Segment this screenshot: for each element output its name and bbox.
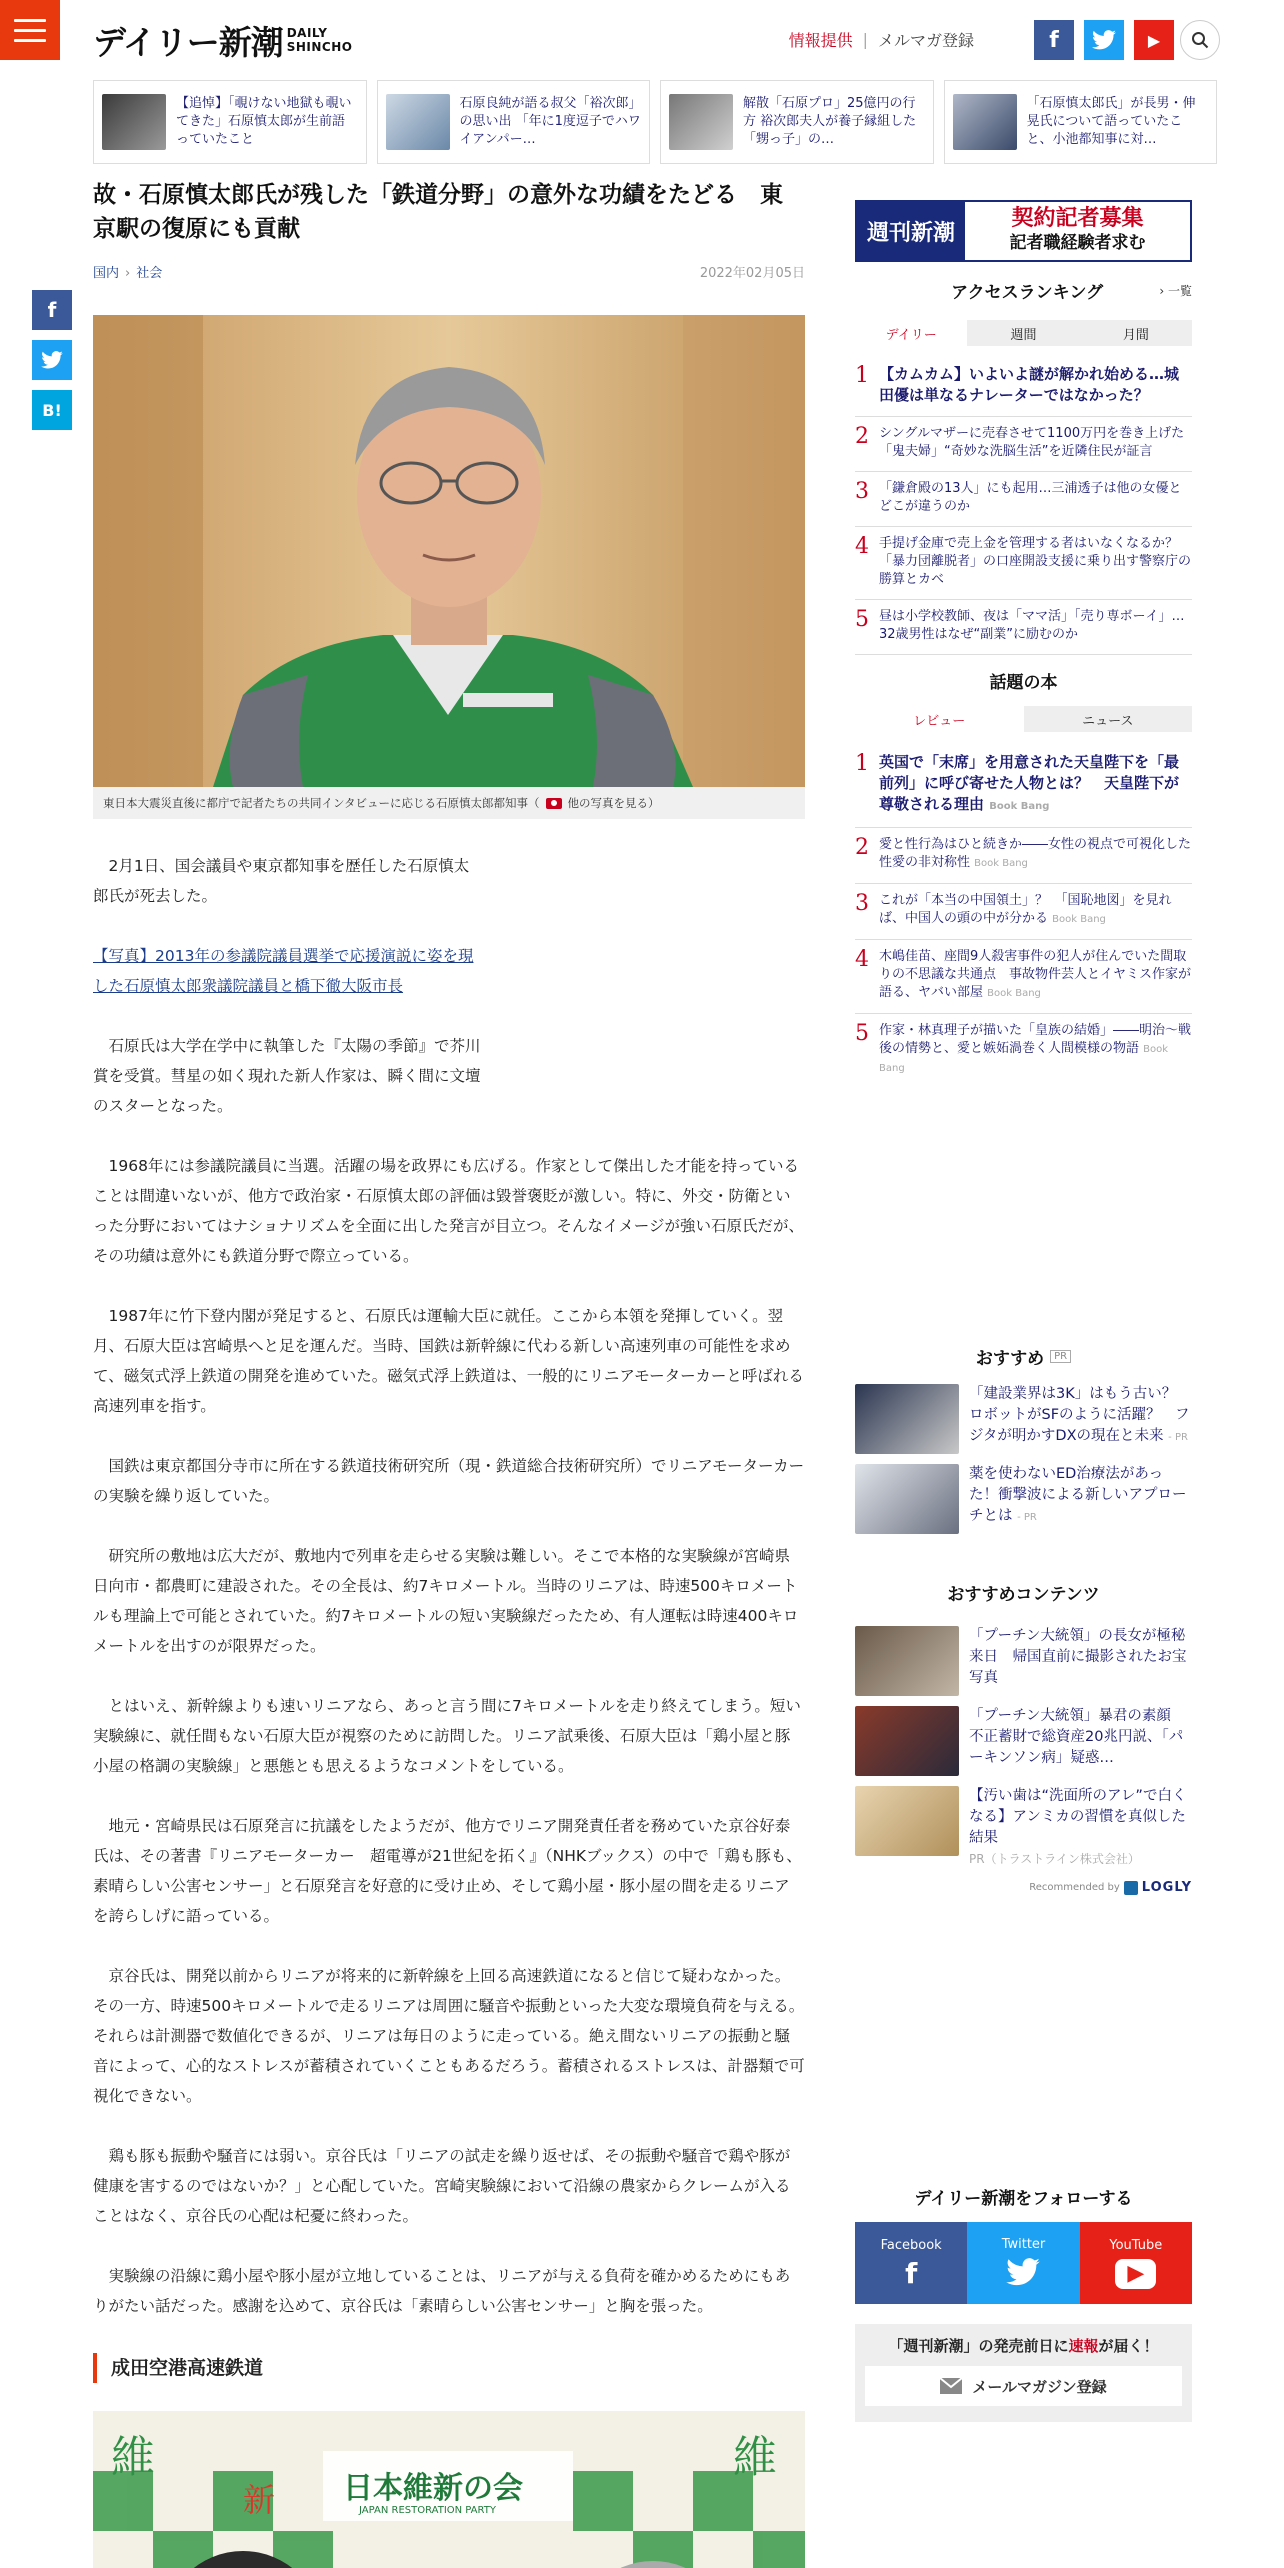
thumbnail <box>669 94 733 150</box>
paragraph: 地元・宮崎県民は石原発言に抗議をしたようだが、他方でリニア開発責任者を務めていた京谷好泰氏は、その著書『リニアモーターカー 超電導が21世紀を拓く』（NHKブックス）の中で「鶏も豚も、素晴らしい公害センサー」と石原発言を好意的に受け止め、そして鶏小屋・豚小屋の間を走るリニアを誇らしげに語っている。 <box>93 1817 802 1925</box>
newsletter-link[interactable]: メルマガ登録 <box>877 31 974 50</box>
tab-monthly[interactable]: 月間 <box>1080 320 1192 346</box>
newsletter-text: 「週刊新潮」の発売前日に速報が届く！ <box>888 2337 1159 2355</box>
header-social <box>1034 20 1174 60</box>
paragraph: 1968年には参議院議員に当選。活躍の場を政界にも広げる。作家として傑出した才能を持っていることは間違いないが、他方で政治家・石原慎太郎の評価は毀誉褒貶が激しい。特に、外交・防衛といった分野においてはナショナリズムを全面に出した発言が目立つ。そんなイメージが強い石原氏だが、その功績は意外にも鉄道分野で際立っている。 <box>93 1157 804 1265</box>
rank-title: シングルマザーに売春させて1100万円を巻き上げた「鬼夫婦」“奇妙な洗脳生活”を近隣住民が証言 <box>879 426 1185 459</box>
logo-english: DAILY SHINCHO <box>286 26 353 54</box>
follow-twitter[interactable]: Twitter <box>967 2222 1079 2304</box>
camera-icon <box>546 798 562 809</box>
twitter-icon <box>1006 2258 1040 2290</box>
related-article[interactable] <box>377 80 651 164</box>
rank-number: 1 <box>855 751 869 776</box>
header-links <box>789 28 974 51</box>
tab-daily[interactable]: デイリー <box>855 320 967 346</box>
related-article[interactable] <box>944 80 1218 164</box>
ad-banner[interactable] <box>855 200 1192 262</box>
twitter-share-icon[interactable] <box>32 340 72 380</box>
ad-copy: 契約記者募集 記者職経験者求む <box>1009 206 1146 253</box>
related-articles-strip <box>93 80 1217 164</box>
ad-magazine: 週刊新潮 <box>857 202 965 260</box>
ranking-item[interactable] <box>855 417 1192 472</box>
books-list <box>855 744 1192 1088</box>
content-item[interactable] <box>855 1626 1192 1706</box>
book-item[interactable] <box>855 744 1192 828</box>
ranking-item[interactable] <box>855 527 1192 600</box>
book-item[interactable] <box>855 940 1192 1014</box>
paragraph: とはいえ、新幹線よりも速いリニアなら、あっと言う間に7キロメートルを走り終えてしまう。短い実験線に、就任間もない石原大臣が視察のために訪問した。リニア試乗後、石原大臣は「鶏小屋と豚小屋の格調の実験線」と悪態とも思えるようなコメントをしている。 <box>93 1697 801 1775</box>
content-title: おすすめコンテンツ <box>947 1585 1100 1605</box>
photo-link[interactable]: 【写真】2013年の参議院議員選挙で応援演説に姿を現した石原慎太郎衆議院議員と橋下徹大阪市長 <box>93 947 474 995</box>
recommend-text: 「建設業界は3K」はもう古い？ ロボットがSFのように活躍？ フジタが明かすDXの現在と未来 - PR <box>969 1386 1190 1444</box>
follow-title: デイリー新潮をフォローする <box>914 2189 1133 2209</box>
paragraph: 実験線の沿線に鶏小屋や豚小屋が立地していることは、リニアが与える負荷を確かめるためにもありがたい話だった。感謝を込めて、京谷氏は「素晴らしい公害センサー」と胸を張った。 <box>93 2267 791 2315</box>
rank-number: 1 <box>855 363 869 388</box>
youtube-icon: ▶ <box>1115 2259 1156 2289</box>
recommend-item[interactable] <box>855 1464 1192 1544</box>
recommend-header <box>855 1344 1192 1369</box>
follow-facebook[interactable]: Facebook f <box>855 2222 967 2304</box>
follow-youtube[interactable]: YouTube ▶ <box>1080 2222 1192 2304</box>
party-logo-sub: JAPAN RESTORATION PARTY <box>359 2505 496 2516</box>
rank-title: 手提げ金庫で売上金を管理する者はいなくなるか？ 「暴力団離脱者」の口座開設支援に乗り出す警察庁の勝算とカベ <box>879 536 1192 587</box>
thumbnail <box>855 1626 959 1696</box>
recommend-item[interactable] <box>855 1384 1192 1464</box>
pr-badge: PR <box>1050 1350 1071 1363</box>
related-article[interactable] <box>93 80 367 164</box>
rank-number: 3 <box>855 479 869 504</box>
ranking-list <box>855 356 1198 655</box>
ranking-more-link[interactable]: › 一覧 <box>1159 284 1192 298</box>
envelope-icon <box>940 2378 962 2394</box>
rank-number: 5 <box>855 607 869 632</box>
ranking-header <box>855 278 1192 303</box>
logly-icon <box>1124 1881 1138 1895</box>
article-body <box>93 851 805 2568</box>
backdrop-char: 維 <box>111 2432 155 2483</box>
site-logo[interactable] <box>93 20 352 60</box>
follow-buttons <box>855 2222 1192 2304</box>
info-link[interactable]: 情報提供 <box>788 31 853 50</box>
book-item[interactable] <box>855 828 1192 884</box>
paragraph: 京谷氏は、開発以前からリニアが将来的に新幹線を上回る高速鉄道になると信じて疑わなかった。その一方、時速500キロメートルで走るリニアは周囲に騒音や振動といった大変な環境負荷を与える。それらは計測器で数値化できるが、リニアは毎日のように走っている。絶え間ないリニアの振動と騒音によって、心的なストレスが蓄積されていくこともあるだろう。蓄積されるストレスは、計器類で可視化できない。 <box>93 1967 805 2105</box>
recommend-text: 薬を使わないED治療法があった！衝撃波による新しいアプローチとは - PR <box>969 1466 1187 1524</box>
hatena-bookmark-icon[interactable]: B! <box>32 390 72 430</box>
book-title: 英国で「末席」を用意された天皇陛下を「最前列」に呼び寄せた人物とは？ 天皇陛下が尊敬される理由 Book Bang <box>879 753 1180 813</box>
book-title: 愛と性行為はひと続きか――女性の視点で可視化した性愛の非対称性 Book Bang <box>879 837 1192 870</box>
paragraph: 研究所の敷地は広大だが、敷地内で列車を走らせる実験は難しい。そこで本格的な実験線が宮崎県日向市・都農町に建設された。その全長は、約7キロメートル。当時のリニアは、時速500キロメートルも理論上で可能とされていた。約7キロメートルの短い実験線だったため、有人運転は時速400キロメートルを出すのが限界だった。 <box>93 1547 799 1655</box>
chevron-right-icon: › <box>1159 284 1165 298</box>
tab-review[interactable]: レビュー <box>855 706 1024 732</box>
book-title: これが「本当の中国領土」？ 「国恥地図」を見れば、中国人の頭の中が分かる Book Bang <box>879 893 1172 926</box>
thumbnail <box>953 94 1017 150</box>
book-item[interactable] <box>855 1014 1192 1088</box>
paragraph: 国鉄は東京都国分寺市に所在する鉄道技術研究所（現・鉄道総合技術研究所）でリニアモーターカーの実験を繰り返していた。 <box>93 1457 805 1505</box>
share-buttons <box>32 290 72 430</box>
tab-news[interactable]: ニュース <box>1024 706 1193 732</box>
youtube-icon[interactable]: ▶ <box>1134 20 1174 60</box>
ranking-title: アクセスランキング <box>951 283 1104 303</box>
rank-number: 4 <box>855 534 869 559</box>
thumbnail <box>386 94 450 150</box>
recommended-by: Recommended by LOGLY <box>1029 1880 1192 1895</box>
content-text: 「プーチン大統領」暴君の素顔 不正蓄財で総資産20兆円説、「パーキンソン病」疑惑… <box>969 1708 1186 1766</box>
newsletter-box <box>855 2324 1192 2422</box>
rank-number: 3 <box>855 891 869 916</box>
ranking-item[interactable] <box>855 356 1192 417</box>
article-photo-2[interactable] <box>93 2411 805 2568</box>
content-text: 【汚い歯は“洗面所のアレ”で白くなる】アンミカの習慣を真似した結果 PR（トラストライン株式会社） <box>969 1788 1187 1866</box>
ranking-item[interactable] <box>855 472 1192 527</box>
rank-number: 4 <box>855 947 869 972</box>
rank-number: 5 <box>855 1021 869 1046</box>
book-title: 木嶋佳苗、座間9人殺害事件の犯人が住んでいた間取りの不思議な共通点 事故物件芸人とイヤミス作家が語る、ヤバい部屋 Book Bang <box>879 949 1192 1000</box>
related-article-title: 解散「石原プロ」25億円の行方 裕次郎夫人が養子縁組した「甥っ子」の… <box>743 96 917 147</box>
thumbnail <box>102 94 166 150</box>
backdrop-char: 新 <box>243 2481 276 2519</box>
related-article-title: 石原良純が語る叔父「裕次郎」の思い出 「年に1度逗子でハワイアンパー… <box>459 96 641 147</box>
rank-number: 2 <box>855 424 869 449</box>
content-item[interactable] <box>855 1786 1192 1880</box>
rank-title: 「鎌倉殿の13人」にも起用…三浦透子は他の女優とどこが違うのか <box>879 481 1182 514</box>
logo-text: デイリー新潮 <box>93 22 283 62</box>
paragraph: 1987年に竹下登内閣が発足すると、石原氏は運輸大臣に就任。ここから本領を発揮していく。翌月、石原大臣は宮崎県へと足を運んだ。当時、国鉄は新幹線に代わる新しい高速列車の可能性を求めて、磁気式浮上鉄道の開発を進めていた。磁気式浮上鉄道は、一般的にリニアモーターカーと呼ばれる高速列車を指す。 <box>93 1307 804 1415</box>
paragraph: 石原氏は大学在学中に執筆した『太陽の季節』で芥川賞を受賞。彗星の如く現れた新人作家は、瞬く間に文壇のスターとなった。 <box>93 1037 481 1115</box>
books-title: 話題の本 <box>989 673 1058 693</box>
separator: | <box>862 30 868 49</box>
content-text: 「プーチン大統領」の長女が極秘来日 帰国直前に撮影されたお宝写真 <box>969 1628 1187 1686</box>
thumbnail <box>855 1706 959 1776</box>
article-title: 故・石原慎太郎氏が残した「鉄道分野」の意外な功績をたどる 東京駅の復原にも貢献 <box>93 182 783 242</box>
ranking-tabs <box>855 320 1192 346</box>
category-link[interactable]: 国内 <box>93 266 120 281</box>
thumbnail <box>855 1464 959 1534</box>
backdrop-char: 維 <box>733 2432 777 2483</box>
article-date: 2022年02月05日 <box>699 266 805 281</box>
article-meta <box>93 262 805 281</box>
newsletter-button[interactable]: メールマガジン登録 <box>865 2366 1182 2406</box>
subcategory-link[interactable]: 社会 <box>136 266 163 281</box>
rank-title: 昼は小学校教師、夜は「ママ活」「売り専ボーイ」… 32歳男性はなぜ“副業”に励むのか <box>879 609 1198 642</box>
photo-caption: 東日本大震災直後に都庁で記者たちの共同インタビューに応じる石原慎太郎都知事（ 他の写真を見る） <box>93 787 805 819</box>
thumbnail <box>855 1384 959 1454</box>
recommend-title: おすすめ <box>975 1349 1045 1369</box>
book-item[interactable] <box>855 884 1192 940</box>
search-icon[interactable] <box>1180 20 1220 60</box>
paragraph: 2月1日、国会議員や東京都知事を歴任した石原慎太郎氏が死去した。 <box>93 857 470 905</box>
thumbnail <box>855 1786 959 1856</box>
section-heading: 成田空港高速鉄道 <box>93 2353 805 2383</box>
rank-number: 2 <box>855 835 869 860</box>
books-tabs <box>855 706 1192 732</box>
book-title: 作家・林真理子が描いた「皇族の結婚」――明治～戦後の情勢と、愛と嫉妬渦巻く人間模様の物語 Book Bang <box>879 1023 1192 1074</box>
breadcrumb <box>93 262 162 281</box>
menu-button[interactable] <box>0 0 60 60</box>
facebook-icon: f <box>905 2256 918 2290</box>
facebook-share-icon[interactable]: f <box>32 290 72 330</box>
facebook-icon[interactable]: f <box>1034 20 1074 60</box>
more-photos-link[interactable]: 他の写真を見る） <box>567 796 660 810</box>
article <box>93 178 805 2568</box>
paragraph: 鶏も豚も振動や騒音には弱い。京谷氏は「リニアの試走を繰り返せば、その振動や騒音で鶏や豚が健康を害するのではないか？」と心配していた。宮崎実験線において沿線の農家からクレームが入ることはなく、京谷氏の心配は杞憂に終わった。 <box>93 2147 791 2225</box>
content-list <box>855 1626 1192 1895</box>
recommend-list <box>855 1384 1192 1544</box>
chevron-right-icon: › <box>125 266 131 281</box>
hero-photo[interactable] <box>93 315 805 787</box>
rank-title: 【カムカム】いよいよ謎が解かれ始める…城田優は単なるナレーターではなかった？ <box>879 365 1180 404</box>
related-article-title: 「石原慎太郎氏」が長男・伸晃氏について語っていたこと、小池都知事に対… <box>1026 96 1196 147</box>
party-logo-text: 日本維新の会 <box>343 2471 523 2506</box>
tab-weekly[interactable]: 週間 <box>967 320 1079 346</box>
ranking-item[interactable] <box>855 600 1198 655</box>
content-item[interactable] <box>855 1706 1192 1786</box>
related-article[interactable] <box>660 80 934 164</box>
related-article-title: 【追悼】「覗けない地獄も覗いてきた」石原慎太郎が生前語っていたこと <box>176 96 352 147</box>
twitter-icon[interactable] <box>1084 20 1124 60</box>
